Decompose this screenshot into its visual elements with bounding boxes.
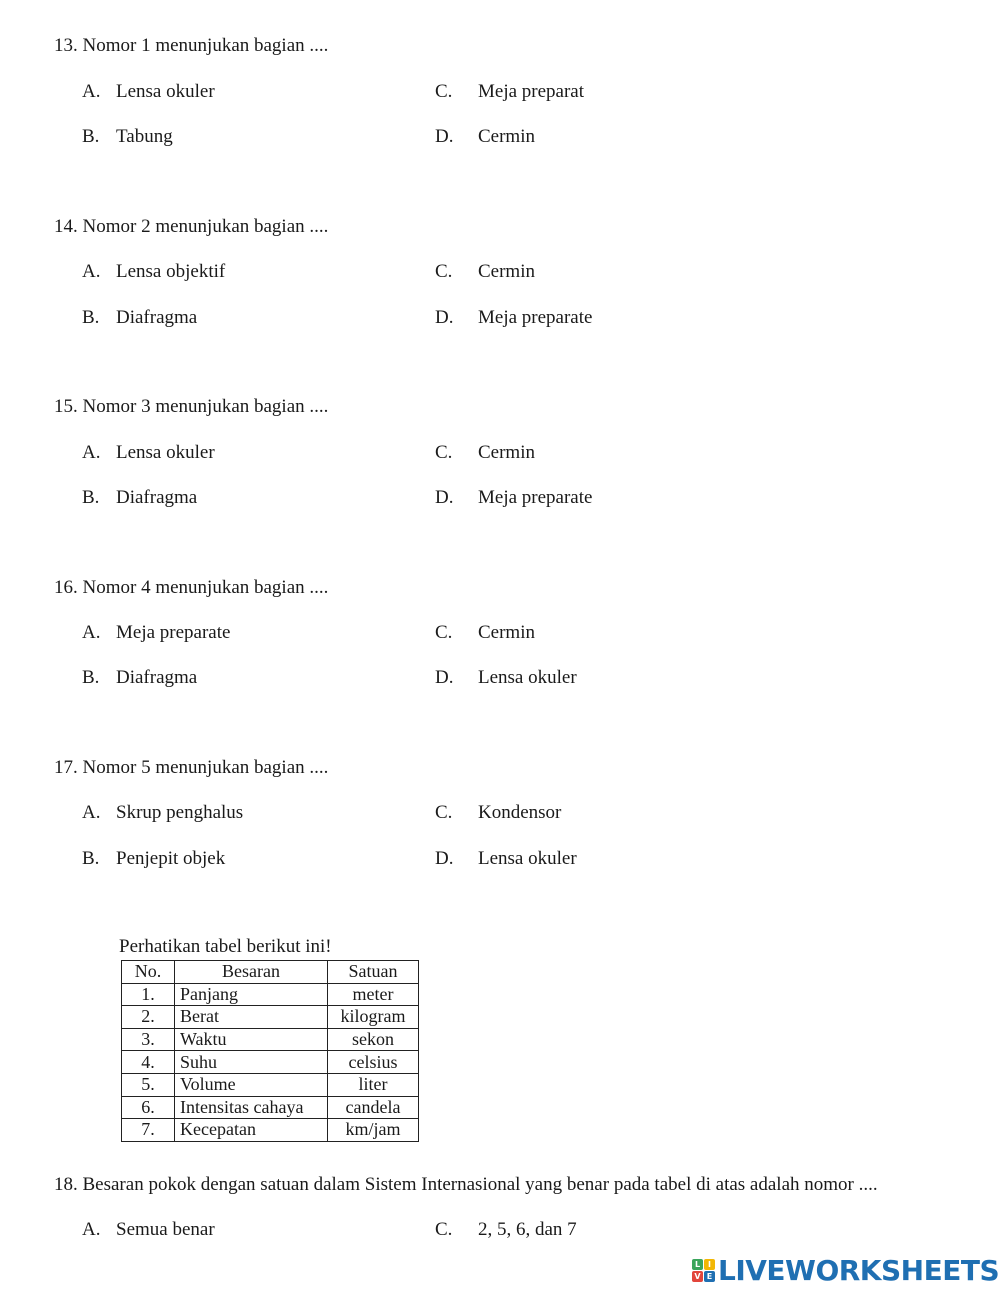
liveworksheets-logo[interactable] <box>692 1253 999 1287</box>
table-header-satuan: Satuan <box>328 961 419 984</box>
option-16-d[interactable]: D. Lensa okuler <box>435 667 577 688</box>
table-row <box>122 1096 419 1119</box>
table-header-row <box>122 961 419 984</box>
cell-besaran: Suhu <box>175 1051 328 1074</box>
cell-besaran: Kecepatan <box>175 1119 328 1142</box>
table-row <box>122 1051 419 1074</box>
option-13-b[interactable]: B. Tabung <box>82 126 173 147</box>
option-17-c[interactable]: C. Kondensor <box>435 802 562 823</box>
cell-besaran: Panjang <box>175 983 328 1006</box>
option-16-b[interactable]: B. Diafragma <box>82 667 198 688</box>
cell-satuan: liter <box>328 1073 419 1096</box>
table-row <box>122 1073 419 1096</box>
cell-no: 7. <box>122 1119 175 1142</box>
option-16-c[interactable]: C. Cermin <box>435 622 535 643</box>
table-header-besaran: Besaran <box>175 961 328 984</box>
table-row <box>122 1028 419 1051</box>
cell-satuan: kilogram <box>328 1006 419 1029</box>
cell-no: 2. <box>122 1006 175 1029</box>
cell-besaran: Waktu <box>175 1028 328 1051</box>
logo-text: LIVEWORKSHEETS <box>718 1253 1000 1287</box>
cell-no: 6. <box>122 1096 175 1119</box>
question-14: 14. Nomor 2 menunjukan bagian .... <box>54 216 329 237</box>
table-row <box>122 1119 419 1142</box>
logo-icon-square: E <box>704 1271 715 1282</box>
cell-besaran: Berat <box>175 1006 328 1029</box>
question-13: 13. Nomor 1 menunjukan bagian .... <box>54 35 329 56</box>
table-title: Perhatikan tabel berikut ini! <box>119 936 332 957</box>
table-header-no: No. <box>122 961 175 984</box>
cell-satuan: km/jam <box>328 1119 419 1142</box>
option-15-a[interactable]: A. Lensa okuler <box>82 442 215 463</box>
option-15-c[interactable]: C. Cermin <box>435 442 535 463</box>
option-14-d[interactable]: D. Meja preparate <box>435 307 593 328</box>
question-16: 16. Nomor 4 menunjukan bagian .... <box>54 577 329 598</box>
cell-no: 4. <box>122 1051 175 1074</box>
liveworksheets-logo-icon <box>692 1259 715 1282</box>
question-17: 17. Nomor 5 menunjukan bagian .... <box>54 757 329 778</box>
question-15: 15. Nomor 3 menunjukan bagian .... <box>54 396 329 417</box>
cell-satuan: candela <box>328 1096 419 1119</box>
option-13-c[interactable]: C. Meja preparat <box>435 81 585 102</box>
units-table <box>121 960 419 1142</box>
table-row <box>122 1006 419 1029</box>
option-18-a[interactable]: A. Semua benar <box>82 1219 215 1240</box>
logo-icon-square: L <box>692 1259 703 1270</box>
option-17-b[interactable]: B. Penjepit objek <box>82 848 226 869</box>
option-13-a[interactable]: A. Lensa okuler <box>82 81 215 102</box>
cell-no: 3. <box>122 1028 175 1051</box>
cell-no: 1. <box>122 983 175 1006</box>
option-17-a[interactable]: A. Skrup penghalus <box>82 802 244 823</box>
cell-no: 5. <box>122 1073 175 1096</box>
logo-icon-square: V <box>692 1271 703 1282</box>
option-15-b[interactable]: B. Diafragma <box>82 487 198 508</box>
cell-besaran: Volume <box>175 1073 328 1096</box>
option-13-d[interactable]: D. Cermin <box>435 126 535 147</box>
question-18: 18. Besaran pokok dengan satuan dalam Sistem Internasional yang benar pada tabel di atas adalah nomor .... <box>54 1174 878 1195</box>
option-16-a[interactable]: A. Meja preparate <box>82 622 231 643</box>
option-15-d[interactable]: D. Meja preparate <box>435 487 593 508</box>
cell-satuan: celsius <box>328 1051 419 1074</box>
table-row <box>122 983 419 1006</box>
option-14-c[interactable]: C. Cermin <box>435 261 535 282</box>
option-14-a[interactable]: A. Lensa objektif <box>82 261 226 282</box>
cell-satuan: sekon <box>328 1028 419 1051</box>
cell-besaran: Intensitas cahaya <box>175 1096 328 1119</box>
option-18-c[interactable]: C. 2, 5, 6, dan 7 <box>435 1219 577 1240</box>
option-17-d[interactable]: D. Lensa okuler <box>435 848 577 869</box>
logo-icon-square: I <box>704 1259 715 1270</box>
cell-satuan: meter <box>328 983 419 1006</box>
option-14-b[interactable]: B. Diafragma <box>82 307 198 328</box>
